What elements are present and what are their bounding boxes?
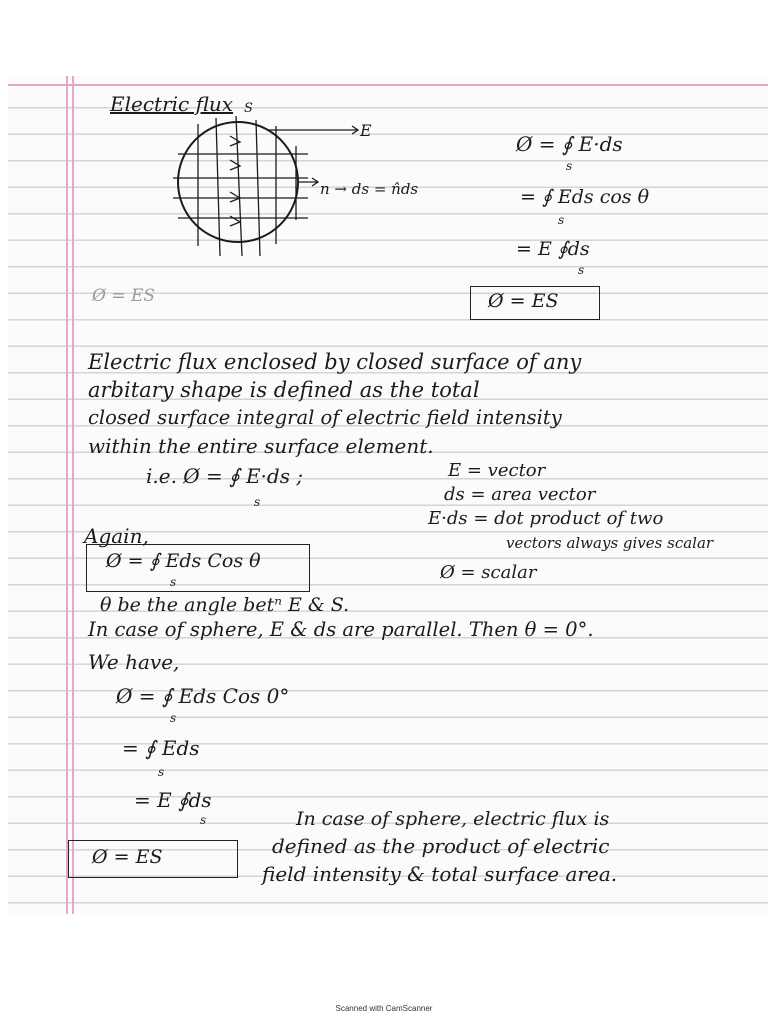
derivation-1: Ø = ∮ Eds Cos 0° — [116, 684, 290, 708]
note-area-vector: ds = area vector — [444, 484, 596, 505]
conclusion-line-1: In case of sphere, electric flux is — [296, 808, 610, 830]
scanner-footer: Scanned with CamScanner — [335, 1004, 433, 1013]
normal-label: n → ds = n̂ds — [320, 180, 419, 198]
definition-line-4: within the entire surface element. — [88, 434, 434, 458]
field-label: E — [360, 121, 372, 140]
boxed-result-top-text: Ø = ES — [488, 290, 559, 312]
definition-line-3: closed surface integral of electric field intensity — [88, 406, 562, 429]
faint-note: Ø = ES — [92, 286, 156, 306]
flux-diagram — [168, 101, 468, 286]
surface-label: S — [244, 101, 253, 116]
definition-line-2: arbitary shape is defined as the total — [88, 378, 480, 402]
sphere-surface — [178, 122, 298, 242]
eq-flux-3: = E ∮ds — [516, 238, 590, 260]
sphere-line: In case of sphere, E & ds are parallel. Then θ = 0°. — [88, 618, 594, 641]
header-rule — [8, 84, 768, 86]
ie-formula: i.e. Ø = ∮ E·ds ; — [146, 464, 304, 488]
we-have-label: We have, — [88, 650, 180, 674]
conclusion-line-2: defined as the product of electric — [272, 834, 610, 858]
note-scalar-result: vectors always gives scalar — [506, 534, 714, 552]
page-title: Electric flux — [110, 92, 234, 116]
eq-flux-3-sub: s — [578, 263, 585, 277]
eq-flux-2: = ∮ Eds cos θ — [520, 186, 650, 208]
definition-line-1: Electric flux enclosed by closed surface of any — [88, 350, 582, 374]
conclusion-line-3: field intensity & total surface area. — [262, 862, 618, 886]
note-flux-scalar: Ø = scalar — [440, 562, 537, 583]
derivation-3-sub: s — [200, 813, 207, 827]
derivation-3: = E ∮ds — [134, 788, 212, 812]
again-label: Again, — [84, 524, 149, 548]
margin-line-left — [66, 76, 68, 914]
final-result-text: Ø = ES — [92, 846, 163, 868]
derivation-2-sub: s — [158, 765, 165, 779]
ie-formula-sub: s — [254, 495, 261, 509]
eq-flux-1: Ø = ∮ E·ds — [516, 132, 623, 156]
note-dot-product: E·ds = dot product of two — [428, 508, 664, 529]
theta-line: θ be the angle betⁿ E & S. — [100, 594, 350, 616]
derivation-1-sub: s — [170, 711, 177, 725]
again-formula-sub: s — [170, 575, 177, 589]
derivation-2: = ∮ Eds — [122, 736, 200, 760]
margin-line-left-2 — [72, 76, 74, 914]
note-vector: E = vector — [448, 460, 546, 481]
eq-flux-2-sub: s — [558, 213, 565, 227]
again-formula: Ø = ∮ Eds Cos θ — [106, 550, 261, 572]
eq-flux-1-sub: s — [566, 159, 573, 173]
